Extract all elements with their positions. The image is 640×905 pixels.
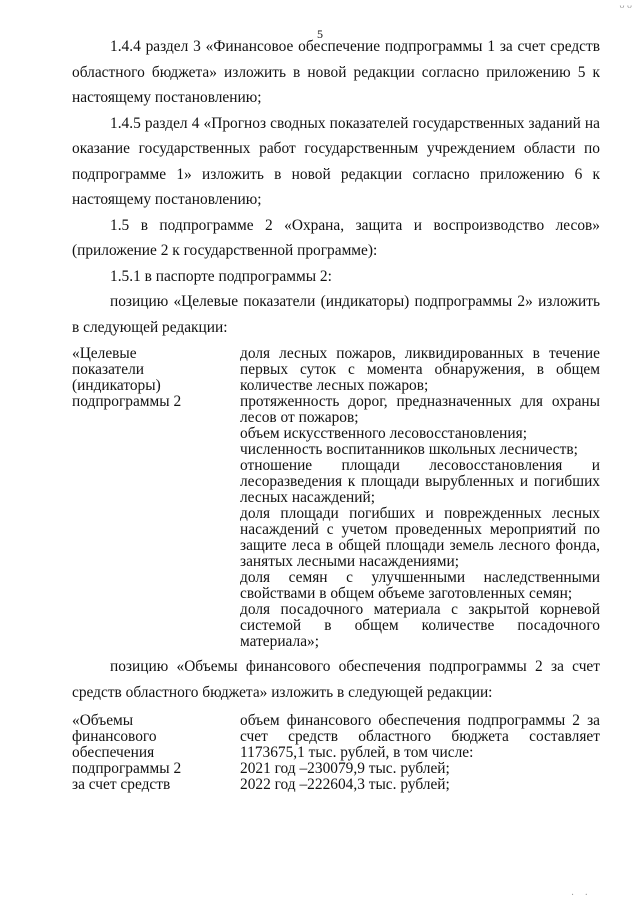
indicator-item: объем искусственного лесовосстановления; xyxy=(240,425,527,442)
indicator-item: доля посадочного материала с закрытой корневой системой в общем количестве посадочного материала»; xyxy=(240,601,600,650)
paragraph-1-5: 1.5 в подпрограмме 2 «Охрана, защита и воспроизводство лесов» (приложение 2 к государственной программе): xyxy=(72,216,600,259)
indicator-item: численность воспитанников школьных лесничеств; xyxy=(240,441,578,458)
funding-item: объем финансового обеспечения подпрограммы 2 за счет средств областного бюджета составляет 1173675,1 тыс. рублей, в том числе: xyxy=(240,712,600,761)
indicators-label-line: подпрограммы 2 xyxy=(72,393,182,410)
funding-table xyxy=(72,713,600,793)
footer-mark: · · xyxy=(570,890,592,901)
funding-label xyxy=(72,713,240,793)
indicator-item: отношение площади лесовосстановления и лесоразведения к площади вырубленных и погибших лесных насаждений; xyxy=(240,457,600,506)
indicators-label-line: показатели xyxy=(72,361,144,378)
indicator-item: доля семян с улучшенными наследственными свойствами в общем объеме заготовленных семян; xyxy=(240,569,600,602)
document-page xyxy=(72,34,600,793)
indicators-values xyxy=(240,346,600,650)
funding-item: 2021 год –230079,9 тыс. рублей; xyxy=(240,760,450,777)
paragraph-1-4-5: 1.4.5 раздел 4 «Прогноз сводных показателей государственных заданий на оказание государственных работ государственным учреждением области по подпрограмме 1» изложить в новой редакции согласно приложению 6 к настоящему постановлению; xyxy=(72,114,600,208)
funding-label-line: подпрограммы 2 xyxy=(72,760,182,777)
funding-label-line: за счет средств xyxy=(72,776,171,793)
funding-label-line: «Объемы xyxy=(72,712,134,729)
corner-mark: ᴗ ᴗ xyxy=(619,0,632,11)
funding-values xyxy=(240,713,600,793)
indicators-label-line: «Целевые xyxy=(72,345,137,362)
indicator-item: доля площади погибших и поврежденных лесных насаждений с учетом проведенных мероприятий по защите леса в общей площади земель лесного фонда, занятых лесными насаждениями; xyxy=(240,505,600,570)
indicators-label-line: (индикаторы) xyxy=(72,377,161,394)
indicator-item: протяженность дорог, предназначенных для охраны лесов от пожаров; xyxy=(240,393,600,426)
indicators-label xyxy=(72,346,240,650)
paragraph-funding-intro: позицию «Объемы финансового обеспечения подпрограммы 2 за счет средств областного бюджета» изложить в следующей редакции: xyxy=(72,658,600,701)
indicator-item: доля лесных пожаров, ликвидированных в течение первых суток с момента обнаружения, в общем количестве лесных пожаров; xyxy=(240,345,600,394)
paragraph-1-4-4: 1.4.4 раздел 3 «Финансовое обеспечение подпрограммы 1 за счет средств областного бюджета» изложить в новой редакции согласно приложению 5 к настоящему постановлению; xyxy=(72,38,600,106)
page-number: 5 xyxy=(317,27,323,41)
funding-label-line: финансового xyxy=(72,728,157,745)
indicators-table xyxy=(72,346,600,650)
funding-label-line: обеспечения xyxy=(72,744,155,761)
paragraph-indicators-intro: позицию «Целевые показатели (индикаторы) подпрограммы 2» изложить в следующей редакции: xyxy=(72,293,600,336)
paragraph-1-5-1: 1.5.1 в паспорте подпрограммы 2: xyxy=(110,267,332,285)
funding-item: 2022 год –222604,3 тыс. рублей; xyxy=(240,776,450,793)
